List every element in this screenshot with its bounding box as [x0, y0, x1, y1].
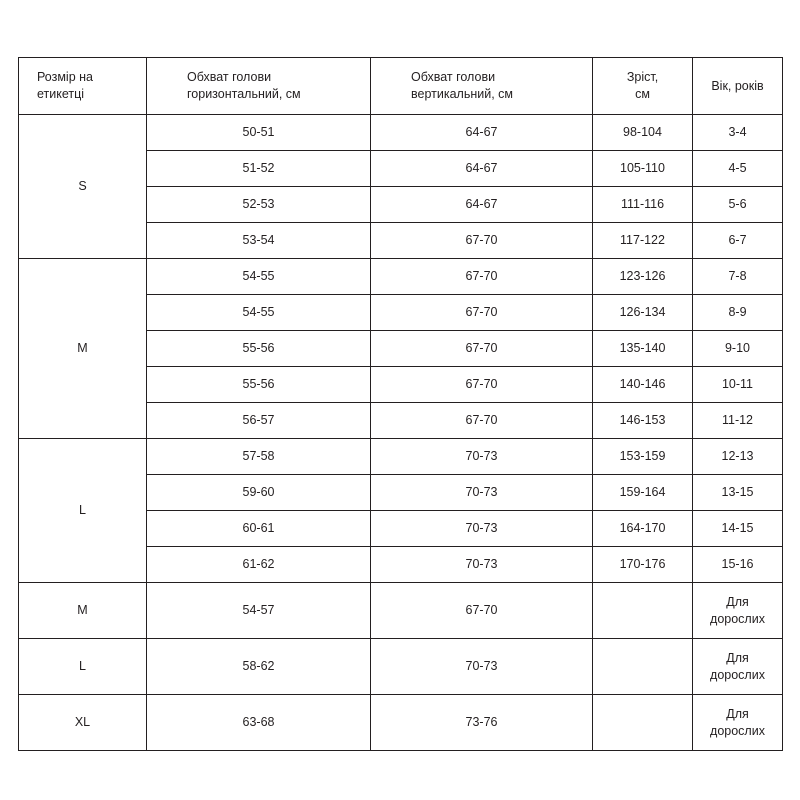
cell-age: 3-4 — [693, 115, 783, 151]
cell-height — [593, 639, 693, 695]
cell-horizontal: 59-60 — [147, 475, 371, 511]
table-row — [19, 439, 783, 475]
cell-age: 12-13 — [693, 439, 783, 475]
cell-age — [693, 583, 783, 639]
table-row — [19, 639, 783, 695]
cell-vertical: 73-76 — [371, 695, 593, 751]
cell-height: 159-164 — [593, 475, 693, 511]
cell-horizontal: 51-52 — [147, 151, 371, 187]
column-header-label-line2: етикетці — [37, 87, 85, 101]
cell-height: 135-140 — [593, 331, 693, 367]
column-header-age-line1: Вік, років — [711, 78, 764, 93]
column-header-age — [693, 58, 783, 115]
cell-age: 8-9 — [693, 295, 783, 331]
cell-vertical: 70-73 — [371, 439, 593, 475]
cell-vertical: 67-70 — [371, 403, 593, 439]
size-label-cell: L — [19, 639, 147, 695]
cell-age: 5-6 — [693, 187, 783, 223]
size-label-cell: M — [19, 259, 147, 439]
cell-horizontal: 55-56 — [147, 331, 371, 367]
cell-vertical: 67-70 — [371, 367, 593, 403]
cell-height: 98-104 — [593, 115, 693, 151]
cell-vertical: 67-70 — [371, 295, 593, 331]
cell-age: 10-11 — [693, 367, 783, 403]
column-header-height — [593, 58, 693, 115]
cell-age: 15-16 — [693, 547, 783, 583]
cell-vertical: 70-73 — [371, 511, 593, 547]
cell-age-line2: дорослих — [710, 667, 765, 682]
cell-age-line2: дорослих — [710, 611, 765, 626]
cell-vertical: 67-70 — [371, 223, 593, 259]
size-chart-table — [18, 57, 783, 751]
cell-height: 170-176 — [593, 547, 693, 583]
cell-age: 4-5 — [693, 151, 783, 187]
cell-horizontal: 54-55 — [147, 259, 371, 295]
cell-height: 164-170 — [593, 511, 693, 547]
table-row — [19, 583, 783, 639]
table-row — [19, 115, 783, 151]
column-header-horizontal-line1: Обхват голови — [187, 70, 272, 85]
column-header-vertical-line1: Обхват голови — [411, 70, 496, 85]
table-header — [19, 58, 783, 115]
cell-age: 9-10 — [693, 331, 783, 367]
cell-vertical: 70-73 — [371, 547, 593, 583]
cell-age: 6-7 — [693, 223, 783, 259]
column-header-horizontal-line2: горизонтальний, см — [187, 87, 301, 101]
cell-horizontal: 58-62 — [147, 639, 371, 695]
cell-horizontal: 63-68 — [147, 695, 371, 751]
cell-vertical: 67-70 — [371, 583, 593, 639]
cell-height: 123-126 — [593, 259, 693, 295]
cell-age: 7-8 — [693, 259, 783, 295]
cell-age — [693, 695, 783, 751]
cell-height: 105-110 — [593, 151, 693, 187]
column-header-height-line2: см — [635, 87, 650, 101]
cell-height: 126-134 — [593, 295, 693, 331]
column-header-label-line1: Розмір на — [37, 70, 93, 85]
cell-height: 117-122 — [593, 223, 693, 259]
column-header-vertical — [371, 58, 593, 115]
cell-horizontal: 54-57 — [147, 583, 371, 639]
cell-age: 11-12 — [693, 403, 783, 439]
cell-vertical: 64-67 — [371, 187, 593, 223]
column-header-horizontal — [147, 58, 371, 115]
cell-age-line1: Для — [726, 707, 749, 722]
size-label-cell: M — [19, 583, 147, 639]
cell-horizontal: 57-58 — [147, 439, 371, 475]
cell-horizontal: 56-57 — [147, 403, 371, 439]
table-row — [19, 259, 783, 295]
cell-age: 14-15 — [693, 511, 783, 547]
cell-height: 153-159 — [593, 439, 693, 475]
cell-age — [693, 639, 783, 695]
cell-horizontal: 55-56 — [147, 367, 371, 403]
cell-horizontal: 60-61 — [147, 511, 371, 547]
cell-age: 13-15 — [693, 475, 783, 511]
cell-height: 146-153 — [593, 403, 693, 439]
column-header-label — [19, 58, 147, 115]
cell-horizontal: 61-62 — [147, 547, 371, 583]
cell-vertical: 64-67 — [371, 115, 593, 151]
cell-height — [593, 583, 693, 639]
size-chart-container — [18, 57, 782, 751]
cell-horizontal: 54-55 — [147, 295, 371, 331]
size-label-cell: L — [19, 439, 147, 583]
table-header-row — [19, 58, 783, 115]
cell-age-line2: дорослих — [710, 723, 765, 738]
cell-height: 111-116 — [593, 187, 693, 223]
cell-vertical: 70-73 — [371, 639, 593, 695]
cell-height: 140-146 — [593, 367, 693, 403]
cell-vertical: 64-67 — [371, 151, 593, 187]
table-body — [19, 115, 783, 751]
cell-age-line1: Для — [726, 595, 749, 610]
cell-vertical: 67-70 — [371, 331, 593, 367]
size-label-cell: S — [19, 115, 147, 259]
cell-horizontal: 53-54 — [147, 223, 371, 259]
size-label-cell: XL — [19, 695, 147, 751]
cell-vertical: 67-70 — [371, 259, 593, 295]
column-header-height-line1: Зріст, — [626, 70, 659, 85]
cell-horizontal: 52-53 — [147, 187, 371, 223]
column-header-vertical-line2: вертикальний, см — [411, 87, 513, 101]
cell-horizontal: 50-51 — [147, 115, 371, 151]
cell-vertical: 70-73 — [371, 475, 593, 511]
cell-height — [593, 695, 693, 751]
cell-age-line1: Для — [726, 651, 749, 666]
table-row — [19, 695, 783, 751]
